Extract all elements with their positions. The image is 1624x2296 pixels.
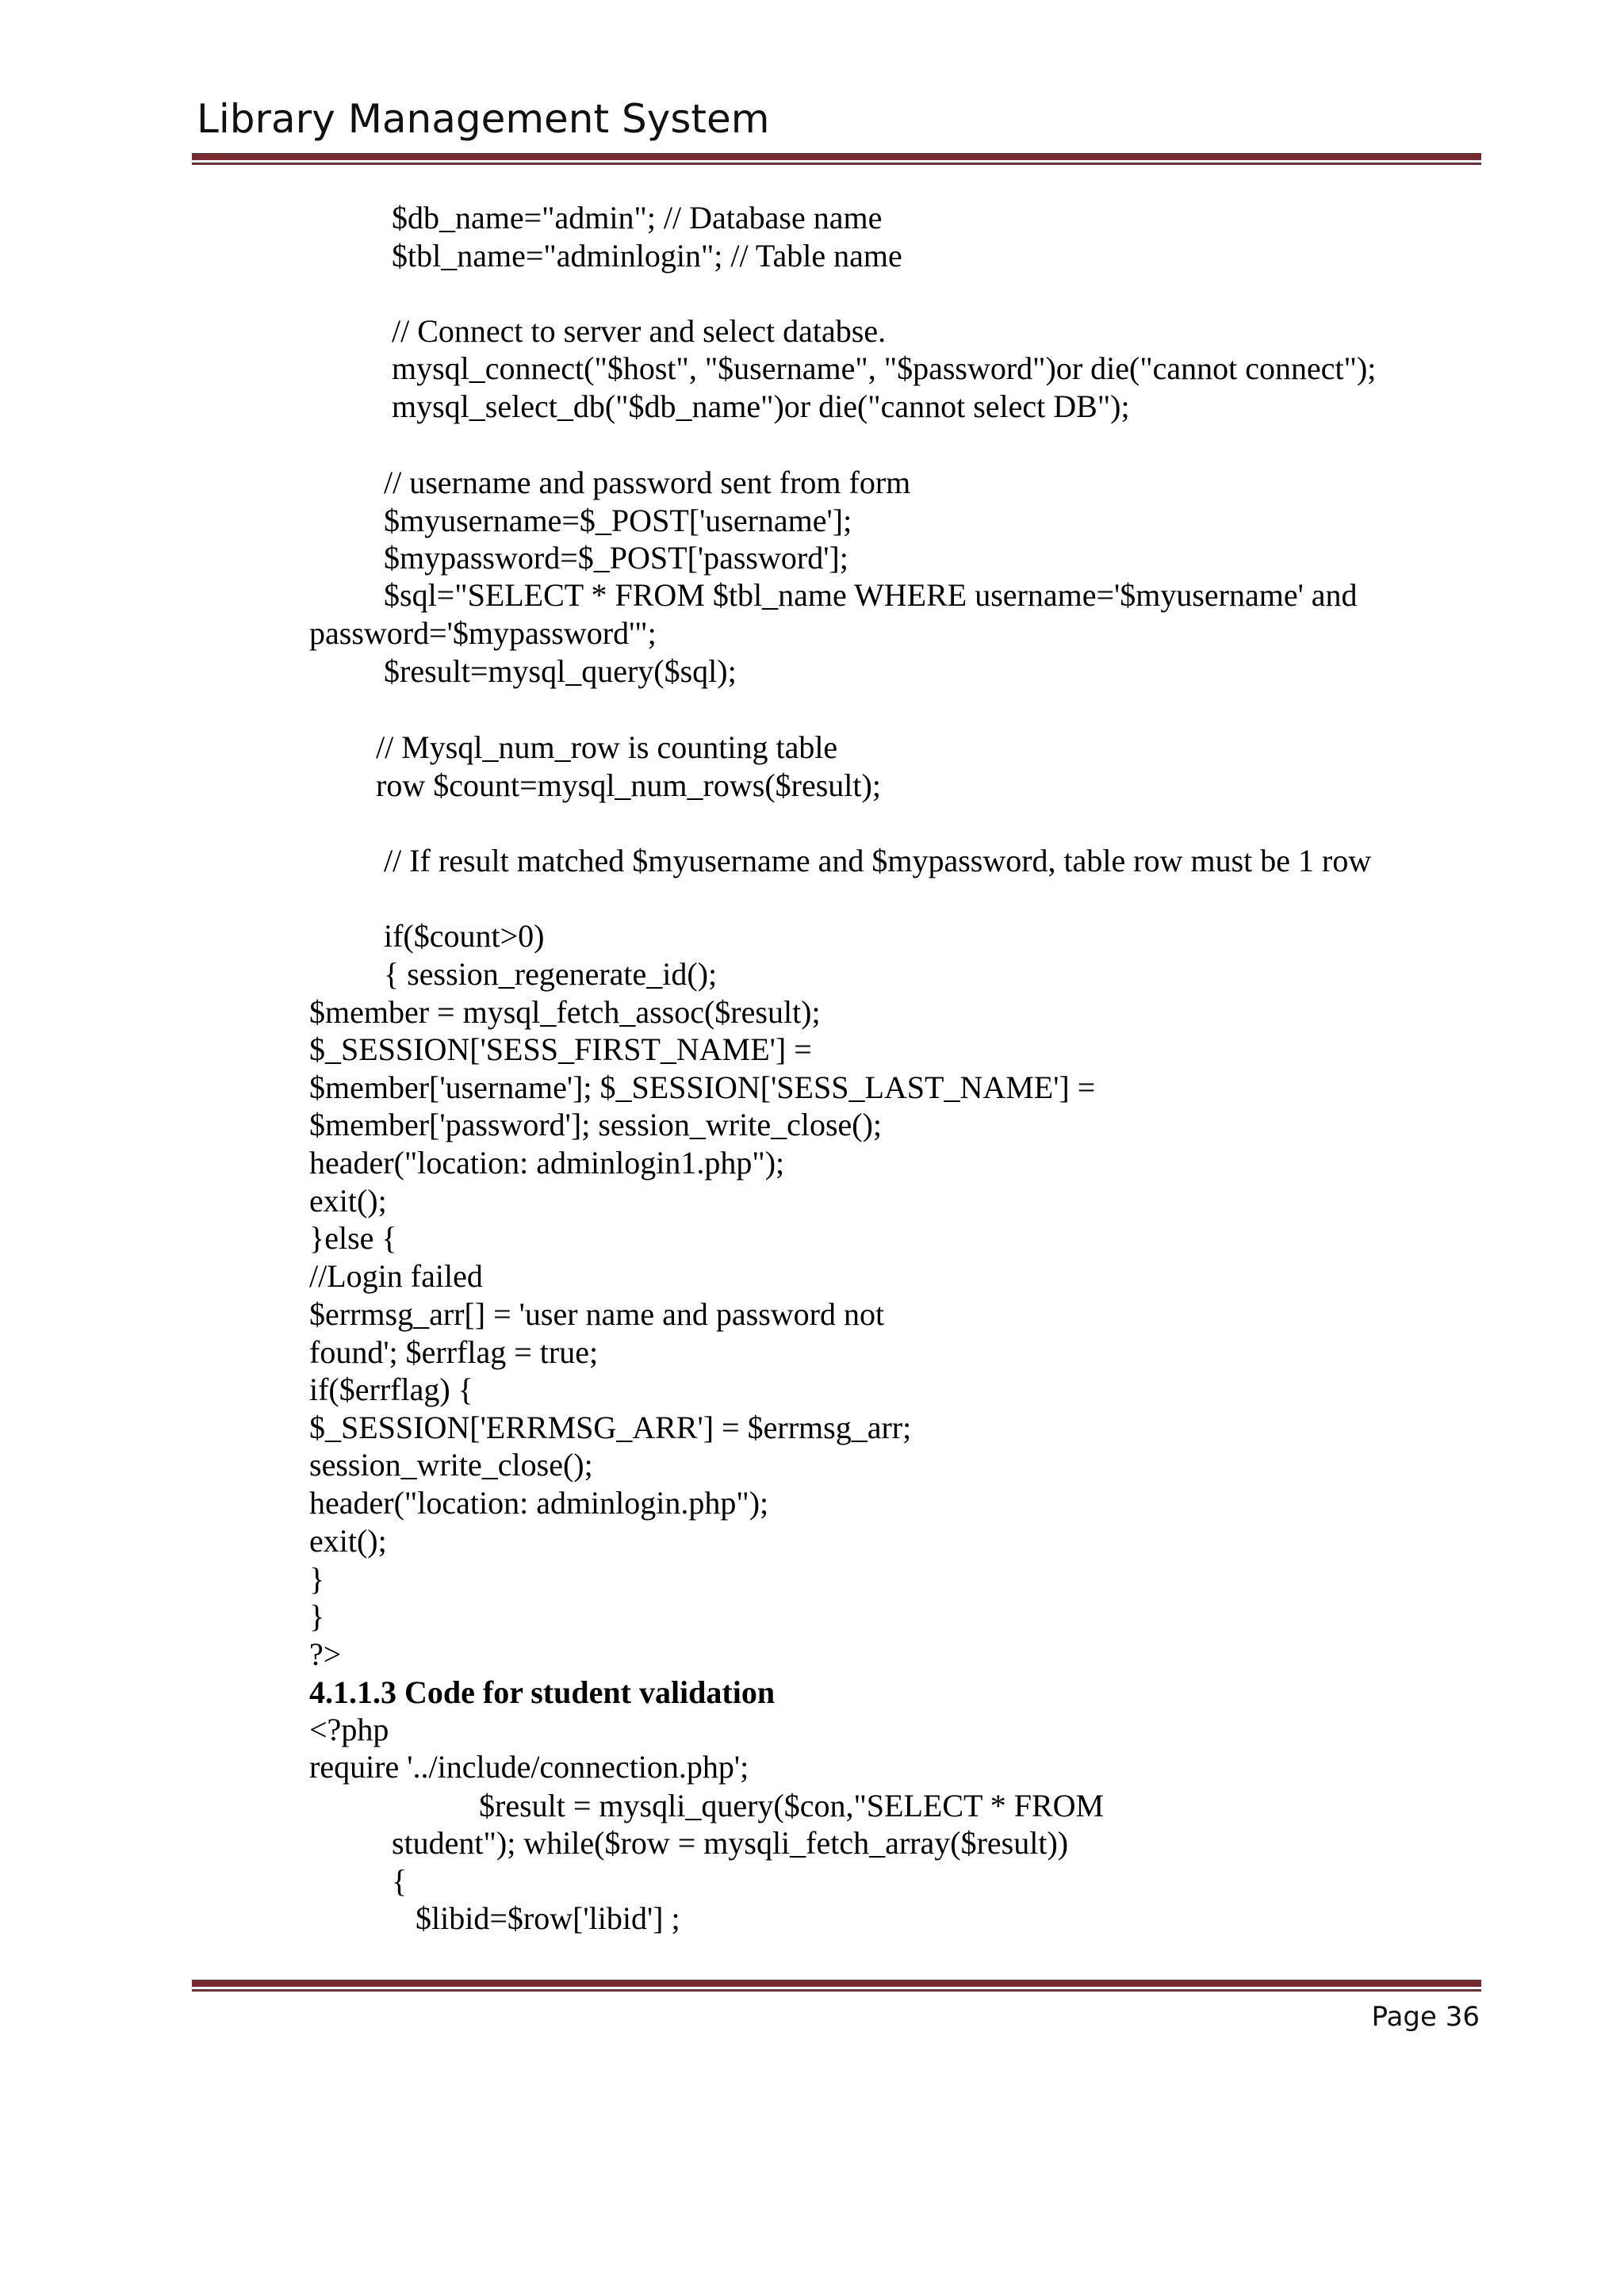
code-line: // username and password sent from form (384, 465, 911, 500)
code-line: $result = mysqli_query($con,"SELECT * FROM (479, 1788, 1105, 1823)
code-line: found'; $errflag = true; (309, 1334, 599, 1370)
code-line: $member['username']; $_SESSION['SESS_LAST_NAME'] = (309, 1070, 1096, 1105)
document-title: Library Management System (197, 96, 770, 142)
code-line: mysql_connect("$host", "$username", "$password")or die("cannot connect"); (392, 350, 1377, 386)
code-line: require '../include/connection.php'; (309, 1749, 749, 1785)
code-line: $result=mysql_query($sql); (384, 653, 737, 689)
code-line: <?php (309, 1712, 389, 1747)
code-line: // If result matched $myusername and $mypassword, table row must be 1 row (384, 843, 1372, 878)
code-line: // Connect to server and select databse. (392, 313, 887, 349)
code-line: $errmsg_arr[] = 'user name and password not (309, 1296, 885, 1332)
code-line: $db_name="admin"; // Database name (392, 200, 883, 235)
code-line: $myusername=$_POST['username']; (384, 503, 852, 538)
code-line: $member = mysql_fetch_assoc($result); (309, 994, 821, 1030)
code-line: password='$mypassword'"; (309, 615, 657, 651)
code-line: { (392, 1863, 408, 1899)
code-line: ?> (309, 1636, 342, 1672)
code-line: header("location: adminlogin.php"); (309, 1485, 769, 1521)
code-line: }else { (309, 1220, 397, 1256)
code-line: { session_regenerate_id(); (384, 956, 718, 992)
code-line: session_write_close(); (309, 1447, 593, 1483)
code-line: exit(); (309, 1183, 387, 1219)
code-line: } (309, 1598, 325, 1634)
code-line: $_SESSION['ERRMSG_ARR'] = $errmsg_arr; (309, 1410, 912, 1445)
page-number: Page 36 (1371, 2001, 1480, 2033)
code-line: $sql="SELECT * FROM $tbl_name WHERE username='$myusername' and (384, 577, 1358, 613)
code-line: mysql_select_db("$db_name")or die("cannot select DB"); (392, 388, 1130, 424)
code-line: $tbl_name="adminlogin"; // Table name (392, 238, 902, 274)
code-line: if($count>0) (384, 918, 545, 954)
footer-rule (192, 1980, 1481, 1992)
code-line: $mypassword=$_POST['password']; (384, 540, 848, 576)
section-heading: 4.1.1.3 Code for student validation (309, 1674, 776, 1710)
code-line: // Mysql_num_row is counting table (376, 729, 838, 765)
code-line: $_SESSION['SESS_FIRST_NAME'] = (309, 1031, 812, 1067)
code-line: //Login failed (309, 1258, 483, 1294)
code-line: $libid=$row['libid'] ; (416, 1900, 680, 1936)
code-line: header("location: adminlogin1.php"); (309, 1145, 785, 1181)
code-line: row $count=mysql_num_rows($result); (376, 767, 881, 803)
code-line: } (309, 1561, 325, 1597)
code-line: student"); while($row = mysqli_fetch_array($result)) (392, 1825, 1069, 1861)
code-line: $member['password']; session_write_close(); (309, 1107, 883, 1142)
code-line: if($errflag) { (309, 1372, 473, 1407)
code-line: exit(); (309, 1523, 387, 1559)
header-rule (192, 153, 1481, 165)
